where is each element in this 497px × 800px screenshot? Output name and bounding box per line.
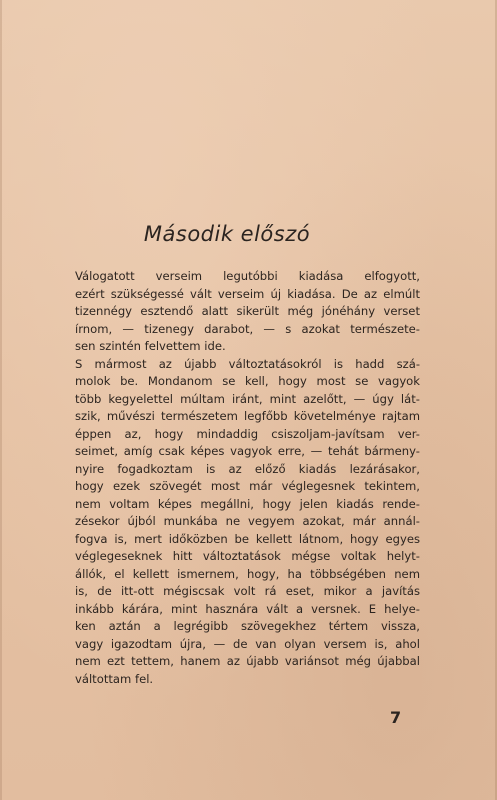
text-line: szik, művészi természetem legfőbb követelménye rajtam (75, 409, 420, 423)
text-line: éppen az, hogy mindaddig csiszoljam-javítsam ver- (75, 426, 420, 441)
text-line: váltottam fel. (75, 671, 154, 686)
text-line: inkább kárára, mint hasznára vált a versnek. E helye- (75, 601, 420, 616)
text-line: Válogatott verseim legutóbbi kiadása elfogyott, (75, 269, 420, 283)
text-line: molok be. Mondanom se kell, hogy most se vagyok (75, 374, 420, 388)
text-line: S mármost az újabb változtatásokról is hadd szá- (75, 356, 420, 371)
body-text (75, 268, 420, 688)
text-line: ken aztán a legrégibb szövegekhez tértem vissza, (75, 619, 420, 633)
text-line: hogy ezek szövegét most már véglegesnek tekintem, (75, 479, 420, 493)
text-line: nyire fogadkoztam is az előző kiadás lezárásakor, (75, 461, 420, 476)
text-line: tizennégy esztendő alatt sikerült még jónéhány verset (75, 304, 420, 318)
text-line: zésekor újból munkába ne vegyem azokat, már annál- (75, 514, 420, 528)
text-line: írnom, — tizenegy darabot, — s azokat természete- (75, 321, 420, 336)
text-line: is, de itt-ott mégiscsak volt rá eset, mikor a javítás (75, 584, 420, 598)
text-line: seimet, amíg csak képes vagyok erre, — tehát bármeny- (75, 444, 420, 458)
text-line: nem ezt tettem, hanem az újabb variánsot még újabbal (75, 654, 420, 668)
text-line: állók, el kellett ismernem, hogy, ha többségében nem (75, 566, 420, 581)
page-number: 7 (390, 708, 402, 727)
text-line: nem voltam képes megállni, hogy jelen kiadás rende- (75, 496, 420, 511)
text-line: vagy igazodtam újra, — de van olyan versem is, ahol (75, 636, 420, 651)
text-line: ezért szükségessé vált verseim új kiadása. De az elmúlt (75, 286, 420, 301)
text-line: véglegeseknek hitt változtatások mégse voltak helyt- (75, 549, 420, 563)
text-line: több kegyelettel múltam iránt, mint azelőtt, — úgy lát- (75, 391, 420, 406)
text-line: sen szintén felvettem ide. (75, 339, 226, 353)
page-title: Második előszó (143, 222, 311, 246)
text-line: fogva is, mert időközben be kellett látnom, hogy egyes (75, 531, 420, 546)
